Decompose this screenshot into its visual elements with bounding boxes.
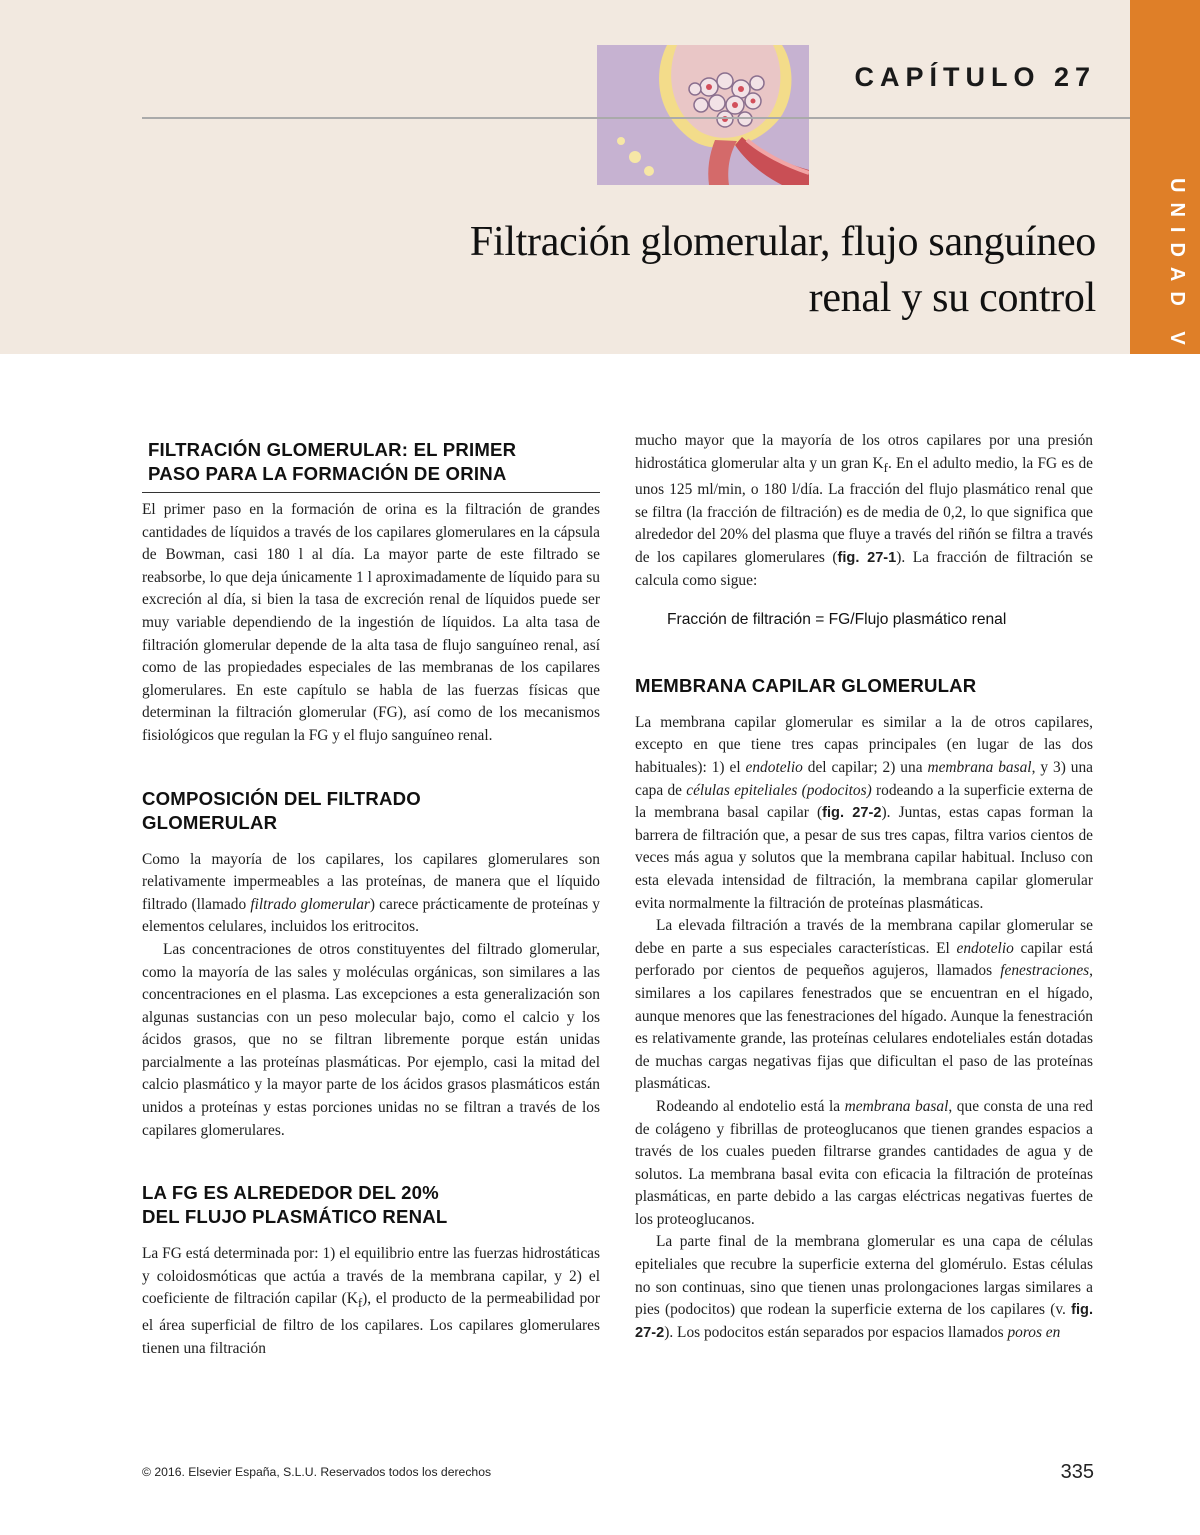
filtration-fraction-formula: Fracción de filtración = FG/Flujo plasmático renal [667, 611, 1007, 629]
page-number: 335 [1060, 1461, 1094, 1483]
unit-label: UNIDAD V [1166, 178, 1188, 355]
subscript: f [883, 460, 888, 475]
left-column [142, 430, 600, 1360]
emphasis: poros en [1007, 1323, 1061, 1341]
heading-line: DEL FLUJO PLASMÁTICO RENAL [142, 1206, 448, 1228]
emphasis: membrana basal [844, 1097, 949, 1115]
paragraph: El primer paso en la formación de orina es la filtración de grandes cantidades de líquidos a través de los capilares glomerulares en la cápsula de Bowman, casi 180 l al día. La mayor parte de este filtrado se reabsorbe, lo que deja únicamente 1 l aproximadamente de líquido para su excreción al día, si bien la tasa de excreción renal de líquidos puede ser muy variable dependiendo de la ingestión de líquidos. La alta tasa de filtración glomerular depende de la alta tasa de flujo sanguíneo renal, así como de las propiedades especiales de las membranas de los capilares glomerulares. En este capítulo se habla de las fuerzas físicas que determinan la filtración glomerular (FG), así como de los mecanismos fisiológicos que regulan la FG y el flujo sanguíneo renal. [142, 501, 600, 744]
figure-reference: fig. 27-1 [837, 550, 897, 567]
chapter-title [240, 214, 1096, 326]
glomerulus-illustration [597, 45, 809, 185]
section-heading-composicion [142, 787, 600, 835]
heading-line: COMPOSICIÓN DEL FILTRADO [142, 787, 421, 809]
paragraph: Las concentraciones de otros constituyentes del filtrado glomerular, como la mayoría de las sales y moléculas orgánicas, son similares a las concentraciones en el plasma. Las excepciones a esta generalización son algunas sustancias con un peso molecular bajo, como el calcio y los ácidos grasos, que no se filtran libremente porque están unidas parcialmente a las proteínas plasmáticas. Por ejemplo, casi la mitad del calcio plasmático y la mayor parte de los ácidos grasos plasmáticos están unidos a proteínas y estas porciones unidas no se filtran a través de los capilares glomerulares. [142, 940, 600, 1139]
right-column [635, 430, 1093, 1344]
paragraph: La parte final de la membrana glomerular es una capa de células epiteliales que recubre la superficie externa del glomérulo. Estas células no son continuas, sino que tienen unas prolongaciones largas similares a pies (podocitos) que rodean la superficie externa de los capilares (v. fig. 27-2). Los podocitos están separados por espacios llamados poros en [635, 1233, 1093, 1341]
glomerulus-illustration-graphic [597, 45, 809, 185]
emphasis: células epiteliales (podocitos) [686, 781, 872, 799]
chapter-label: CAPÍTULO 27 [854, 62, 1096, 92]
emphasis: endotelio [956, 939, 1014, 957]
paragraph: Como la mayoría de los capilares, los capilares glomerulares son relativamente impermeables a las proteínas, de manera que el líquido filtrado (llamado filtrado glomerular) carece prácticamente de proteínas y elementos celulares, incluidos los eritrocitos. [142, 850, 600, 936]
section-heading-filtracion [142, 430, 600, 493]
emphasis: membrana basal [927, 759, 1032, 777]
emphasis: endotelio [745, 759, 803, 777]
heading-line: FILTRACIÓN GLOMERULAR: EL PRIMER [148, 439, 517, 460]
chapter-title-line-2: renal y su control [808, 275, 1096, 321]
paragraph: La FG está determinada por: 1) el equilibrio entre las fuerzas hidrostáticas y coloidosmóticas que actúa a través de la membrana capilar, y 2) el coeficiente de filtración capilar $(K_f)$, el producto de la permeabilidad por el área superficial de filtro de los capilares. Los capilares glomerulares tienen una filtración [142, 1245, 600, 1357]
paragraph: La membrana capilar glomerular es similar a la de otros capilares, excepto en que tiene tres capas principales (en lugar de las dos habituales): 1) el endotelio del capilar; 2) una membrana basal, y 3) una capa de células epiteliales (podocitos) rodeando a la superficie externa de la membrana basal capilar (fig. 27-2). Juntas, estas capas forman la barrera de filtración que, a pesar de sus tres capas, filtra varios cientos de veces más agua y solutos que la membrana capilar habitual. Incluso con esta elevada intensidad de filtración, la membrana capilar glomerular evita normalmente la filtración de proteínas plasmáticas. [635, 713, 1093, 912]
paragraph: Rodeando al endotelio está la membrana basal, que consta de una red de colágeno y fibrillas de proteoglucanos que tienen grandes espacios a través de los cuales pueden filtrarse grandes cantidades de agua y de solutos. La membrana basal evita con eficacia la filtración de proteínas plasmáticas, en parte debido a las cargas eléctricas negativas fuertes de los proteoglucanos. [635, 1097, 1093, 1228]
section-heading-fg-20 [142, 1181, 600, 1229]
section-heading-membrana: MEMBRANA CAPILAR GLOMERULAR [635, 674, 977, 696]
chapter-title-line-1: Filtración glomerular, flujo sanguíneo [469, 219, 1096, 265]
heading-line: LA FG ES ALREDEDOR DEL 20% [142, 1182, 439, 1204]
figure-reference: fig. 27-2 [822, 805, 882, 822]
heading-line: PASO PARA LA FORMACIÓN DE ORINA [148, 463, 507, 484]
paragraph: La elevada filtración a través de la membrana capilar glomerular se debe en parte a sus especiales características. El endotelio capilar está perforado por cientos de pequeños agujeros, llamados fenestraciones, similares a los capilares fenestrados que se encuentran en el hígado, aunque menores que las fenestraciones del hígado. Aunque la fenestración es relativamente grande, las proteínas celulares endoteliales están dotadas de muchas cargas negativas fijas que dificultan el paso de las proteínas plasmáticas. [635, 917, 1093, 1093]
copyright-notice: © 2016. Elsevier España, S.L.U. Reservados todos los derechos [142, 1465, 492, 1479]
header-rule [142, 117, 1130, 119]
emphasis: filtrado glomerular [250, 895, 370, 913]
heading-line: GLOMERULAR [142, 811, 278, 833]
figure-reference: fig. 27-2 [635, 1302, 1093, 1341]
emphasis: fenestraciones [1000, 962, 1090, 980]
paragraph: mucho mayor que la mayoría de los otros capilares por una presión hidrostática glomerular alta y un gran $K_f$. En el adulto medio, la FG es de unos 125 ml/min, o 180 l/día. La fracción del flujo plasmático renal que se filtra (la fracción de filtración) es de media de 0,2, lo que significa que alrededor del 20% del plasma que fluye a través del riñón se filtra a través de los capilares glomerulares (fig. 27-1). La fracción de filtración se calcula como sigue: [635, 432, 1093, 589]
subscript: f [357, 1296, 363, 1311]
